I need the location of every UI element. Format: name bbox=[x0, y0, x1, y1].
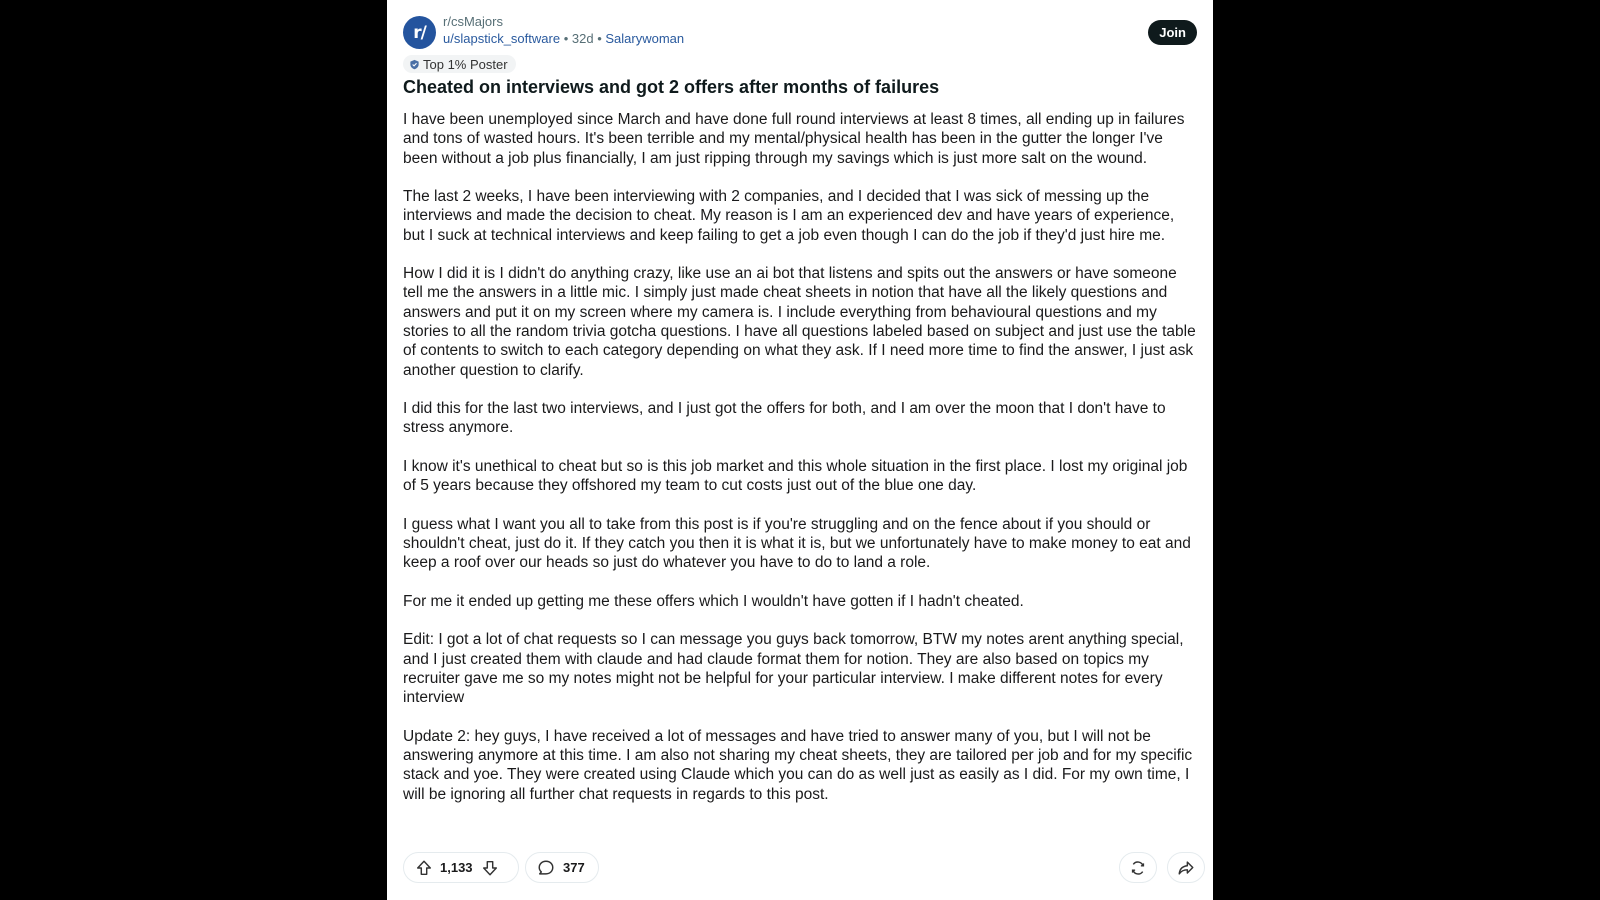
post-paragraph: For me it ended up getting me these offers which I wouldn't have gotten if I hadn't cheated. bbox=[403, 592, 1024, 610]
post-card bbox=[387, 0, 1213, 900]
post-paragraph: I have been unemployed since March and have done full round interviews at least 8 times, all ending up in failures and tons of wasted hours. It's been terrible and my mental/physical health has been in the gutter the longer I've been without a job plus financially, I am just ripping through my savings which is just more salt on the wound. bbox=[403, 111, 1185, 167]
post-actions bbox=[403, 852, 1199, 884]
byline bbox=[443, 30, 684, 47]
subreddit-name[interactable]: r/csMajors bbox=[443, 14, 503, 29]
post-paragraph: Update 2: hey guys, I have received a lot of messages and have tried to answer many of you, but I will not be answering anymore at this time. I am also not sharing my cheat sheets, they are tailored per job and for my specific stack and yoe. They were created using Claude which you can do as well just as easily as I did. For my own time, I will be ignoring all further chat requests in regards to this post. bbox=[403, 727, 1193, 803]
shield-icon bbox=[409, 59, 420, 70]
post-body bbox=[403, 110, 1199, 823]
post-paragraph: I did this for the last two interviews, and I just got the offers for both, and I am over the moon that I don't have to stress anymore. bbox=[403, 400, 1166, 437]
arrow-up-icon[interactable] bbox=[411, 855, 437, 881]
post-paragraph: I know it's unethical to cheat but so is this job market and this whole situation in the first place. I lost my original job of 5 years because they offshored my team to cut costs just out of the blue one day. bbox=[403, 457, 1188, 495]
comment-count: 377 bbox=[563, 860, 585, 875]
crosspost-icon bbox=[1129, 859, 1147, 877]
upvote-count: 1,133 bbox=[440, 860, 473, 875]
share-arrow-icon bbox=[1177, 859, 1195, 877]
speech-bubble-icon bbox=[533, 855, 559, 881]
post-title[interactable]: Cheated on interviews and got 2 offers after months of failures bbox=[403, 77, 940, 97]
author-flair: Salarywoman bbox=[605, 31, 685, 46]
post-paragraph: How I did it is I didn't do anything crazy, like use an ai bot that listens and spits out the answers or have someone tell me the answers in a little mic. I simply just made cheat sheets in notion that have all the likely questions and answers and put it on my screen where my camera is. I include everything from behavioural questions and my stories to all the random trivia gotcha questions. I have all questions labeled based on subject and just use the table of contents to switch to each category depending on what they ask. If I need more time to find the answer, I just ask another question to clarify. bbox=[403, 265, 1196, 379]
separator-dot: • bbox=[563, 31, 569, 46]
comments-button[interactable] bbox=[525, 852, 599, 883]
author-link[interactable]: u/slapstick_software bbox=[443, 31, 561, 46]
vote-control bbox=[403, 852, 519, 883]
share-button[interactable] bbox=[1167, 852, 1205, 883]
badge-label: Top 1% Poster bbox=[423, 56, 508, 72]
post-age: 32d bbox=[571, 31, 594, 46]
subreddit-logo-icon[interactable]: r/ bbox=[403, 16, 436, 49]
separator-dot: • bbox=[597, 31, 602, 46]
post-meta bbox=[443, 14, 684, 47]
join-button[interactable]: Join bbox=[1148, 20, 1197, 45]
post-paragraph: I guess what I want you all to take from this post is if you're struggling and on the fence about if you should or shouldn't cheat, just do it. If they catch you then it is what it is, but we unfortunately have to make money to eat and keep a roof over our heads so just do whatever you have to do to land a role. bbox=[403, 515, 1191, 572]
post-paragraph: Edit: I got a lot of chat requests so I can message you guys back tomorrow, BTW my notes arent anything special, and I just created them with claude and had claude format them for notion. They are also based on topics my recruiter gave me so my notes might not be helpful for your particular interview. I make different notes for every interview bbox=[403, 631, 1184, 707]
top-poster-badge bbox=[403, 55, 516, 73]
post-paragraph: The last 2 weeks, I have been interviewing with 2 companies, and I decided that I was sick of messing up the interviews and made the decision to cheat. My reason is I am an experienced dev and have years of experience, but I suck at technical interviews and keep failing to get a job even though I can do the job if they'd just hire me. bbox=[403, 188, 1175, 244]
crosspost-button[interactable] bbox=[1119, 852, 1157, 883]
post-header bbox=[403, 14, 1197, 50]
arrow-down-icon[interactable] bbox=[477, 855, 503, 881]
